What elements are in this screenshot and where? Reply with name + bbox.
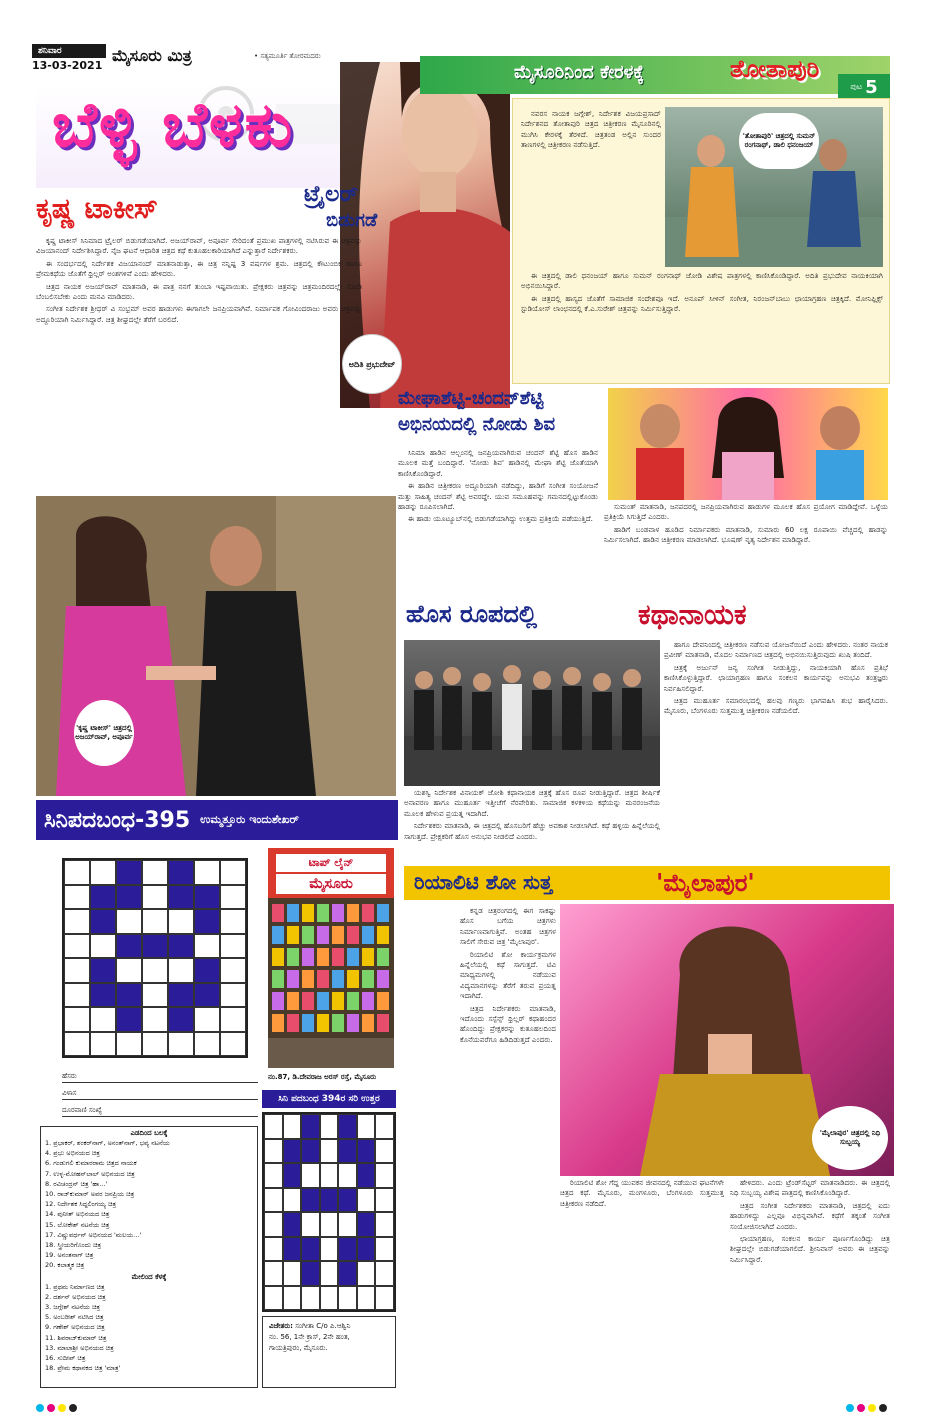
crossword-cell — [320, 1114, 339, 1139]
krishna-para-1: ಕೃಷ್ಣ ಟಾಕೀಸ್ ಸಿನಿಮಾದ ಟ್ರೈಲರ್ ಬಿಡುಗಡೆಯಾಗಿದೆ. ಅಜಯ್‌ರಾವ್, ಅಪೂರ್ವ ಸೇರಿದಂತೆ ಪ್ರಮುಖ ಪಾತ್ರಗಳಲ್ಲಿ ನಟಿಸಿರುವ ಈ ಚಿತ್ರವನ್ನು ವಿಜಯಾನಂದ್ ನಿರ್ದೇಶಿಸಿದ್ದಾರೆ. ನೈಜ ಘಟನೆ ಆಧಾರಿತ ಚಿತ್ರದ ಕಥೆ ಕುತೂಹಲಕಾರಿಯಾಗಿದೆ ಎನ್ನುತ್ತಾರೆ ನಿರ್ದೇಶಕರು. — [36, 236, 362, 256]
meghashetty-photo-figures — [608, 388, 888, 500]
crossword-black-cell — [357, 1212, 376, 1237]
crossword-cell — [283, 1286, 302, 1311]
kathanayaka-para-5: ನಿರ್ದೇಶಕರು ಮಾತನಾಡಿ, ಈ ಚಿತ್ರದಲ್ಲಿ ಹೊಸಬರಿಗೆ ಹೆಚ್ಚು ಅವಕಾಶ ನೀಡಲಾಗಿದೆ. ಕಥೆ ಹಳ್ಳಿಯ ಹಿನ್ನೆಲೆಯಲ್ಲಿ ಸಾಗುತ್ತದೆ. ಪ್ರೇಕ್ಷಕರಿಗೆ ಹೊಸ ಅನುಭವ ನೀಡಲಿದೆ ಎಂದರು. — [404, 821, 660, 841]
crossword-cell — [320, 1163, 339, 1188]
crossword-clue: 7. ಉಳ್ಳ-ಮೋಹನ್‌ಲಾಲ್ ಅಭಿನಯದ ಚಿತ್ರ — [45, 1169, 135, 1178]
day-badge: ಶನಿವಾರ — [32, 44, 106, 58]
crossword-black-cell — [168, 860, 194, 885]
tothapuri-header — [420, 56, 890, 94]
down-title: ಮೇಲಿಂದ ಕೆಳಕ್ಕೆ — [131, 1272, 167, 1281]
crossword-black-cell — [116, 885, 142, 910]
winner-address2: ಗಾಯತ್ರಿಪುರಂ, ಮೈಸೂರು. — [269, 1344, 328, 1352]
crossword-cell — [220, 983, 246, 1008]
crossword-cell — [142, 909, 168, 934]
kathanayaka-photo-group — [404, 640, 660, 786]
name-label: ಹೆಸರು — [62, 1072, 77, 1080]
meghashetty-body-right — [604, 502, 888, 596]
crossword-clue: 12. ನಿರ್ದೇಶಕ ಸಿದ್ದಲಿಂಗಯ್ಯ ಚಿತ್ರ — [45, 1200, 117, 1209]
crossword-cell — [220, 860, 246, 885]
crossword-black-cell — [357, 1163, 376, 1188]
crossword-clue: 2. ದರ್ಶನ್ ಅಭಿನಯದ ಚಿತ್ರ — [45, 1292, 106, 1301]
address-line — [62, 1083, 258, 1100]
meghashetty-para-2: ಈ ಹಾಡಿನ ಚಿತ್ರೀಕರಣ ಅದ್ದೂರಿಯಾಗಿ ನಡೆದಿದ್ದು, ಹಾಡಿಗೆ ಸಂಗೀತ ಸಂಯೋಜನೆ ಮತ್ತು ಸಾಹಿತ್ಯ ಚಂದನ್ ಶೆಟ್ಟಿ ಅವರದ್ದೇ. ಯುವ ಸಮೂಹವನ್ನು ಗಮನದಲ್ಲಿಟ್ಟುಕೊಂಡು ಹಾಡನ್ನು ರೂಪಿಸಲಾಗಿದೆ. — [398, 481, 598, 512]
krishna-title-line2: ಬಿಡುಗಡೆ — [326, 210, 378, 231]
crossword-cell — [220, 909, 246, 934]
crossword-cell — [194, 1032, 220, 1057]
winner-name: ಸಂಗೀತಾ C/o ಪಿ.ಆಶ್ವಿನಿ — [295, 1322, 351, 1330]
krishna-article-body — [36, 236, 362, 494]
mylapura-para-2: ರಿಯಾಲಿಟಿ ಶೋ ಕಾರ್ಯಕ್ರಮಗಳ ಹಿನ್ನೆಲೆಯಲ್ಲಿ ಕಥೆ ಸಾಗುತ್ತದೆ. ಟಿವಿ ಮಾಧ್ಯಮಗಳಲ್ಲಿ ನಡೆಯುವ ವಿದ್ಯಮಾನಗಳನ್ನು ತೆರೆಗೆ ತರುವ ಪ್ರಯತ್ನ ಇದಾಗಿದೆ. — [460, 949, 556, 1001]
kathanayaka-para-3: ಚಿತ್ರದ ಮುಹೂರ್ತ ಸಮಾರಂಭದಲ್ಲಿ ಹಲವು ಗಣ್ಯರು ಭಾಗವಹಿಸಿ ಶುಭ ಹಾರೈಸಿದರು. ಮೈಸೂರು, ಬೆಂಗಳೂರು ಸುತ್ತಮುತ್ತ ಚಿತ್ರೀಕರಣ ನಡೆಯಲಿದೆ. — [664, 696, 888, 716]
crossword-cell — [320, 1261, 339, 1286]
crossword-black-cell — [90, 958, 116, 983]
across-list — [45, 1138, 253, 1271]
tothapuri-box — [512, 98, 890, 384]
crossword-header — [36, 800, 398, 840]
crossword-clue: 16. ಸುದೀಪ್ ಚಿತ್ರ — [45, 1354, 86, 1363]
crossword-cell — [116, 1032, 142, 1057]
cover-photo-caption: ಅದಿತಿ ಪ್ರಭುದೇವ್ — [342, 334, 402, 394]
crossword-black-cell — [301, 1237, 320, 1262]
crossword-clue: 11. ಶಿವರಾಜ್‌ಕುಮಾರ್ ಚಿತ್ರ — [45, 1333, 107, 1342]
meghashetty-body-left — [398, 448, 598, 596]
shop-ad-address: ನಂ.87, ಡಿ.ದೇವರಾಜ ಅರಸ್ ರಸ್ತೆ, ಮೈಸೂರು — [268, 1073, 377, 1081]
crossword-cell — [320, 1237, 339, 1262]
crossword-cell — [116, 958, 142, 983]
shop-ad-sign1: ಟಾಪ್ ಲೈನ್ — [276, 854, 386, 872]
crossword-cell — [194, 860, 220, 885]
crossword-cell — [64, 909, 90, 934]
crossword-cell — [64, 860, 90, 885]
crossword-clue: 4. ಪ್ರಭು ಅಭಿನಯದ ಚಿತ್ರ — [45, 1149, 100, 1158]
crossword-cell — [220, 934, 246, 959]
crossword-cell — [264, 1188, 283, 1213]
crossword-cell — [64, 1007, 90, 1032]
mylapura-para-7: ಛಾಯಾಗ್ರಹಣ, ಸಂಕಲನ ಕಾರ್ಯ ಪೂರ್ಣಗೊಂಡಿದ್ದು ಚಿತ್ರ ಶೀಘ್ರದಲ್ಲೇ ಬಿಡುಗಡೆಯಾಗಲಿದೆ. ಶ್ರೀನಿವಾಸ್ ಅವರು ಈ ಚಿತ್ರವನ್ನು ನಿರ್ಮಿಸಿದ್ದಾರೆ. — [730, 1234, 890, 1264]
crossword-black-cell — [283, 1212, 302, 1237]
registration-marks-left — [36, 1404, 77, 1412]
answer-grid — [262, 1112, 396, 1312]
crossword-clue: 8. ರವಿಚಂದ್ರನ್ ಚಿತ್ರ 'ಹಾ...' — [45, 1179, 108, 1188]
crossword-clue: 18. ಪ್ರೇಮ ಕಥಾನಕದ ಚಿತ್ರ 'ಮಾತ್ರ' — [45, 1364, 121, 1373]
crossword-black-cell — [301, 1114, 320, 1139]
crossword-title: ಸಿನಿಪದಬಂಧ-395 — [44, 807, 191, 833]
crossword-cell — [168, 1032, 194, 1057]
crossword-cell — [168, 958, 194, 983]
mylapura-photo-caption: 'ಮೈಲಾಪುರ' ಚಿತ್ರದಲ್ಲಿ ನಿಧಿ ಸುಬ್ಬಯ್ಯ — [812, 1106, 888, 1170]
crossword-black-cell — [142, 934, 168, 959]
crossword-cell — [338, 1163, 357, 1188]
crossword-black-cell — [116, 860, 142, 885]
paper-name: ಮೈಸೂರು ಮಿತ್ರ — [112, 46, 192, 65]
crossword-cell — [338, 1212, 357, 1237]
mylapura-para-6: ಚಿತ್ರದ ಸಂಗೀತ ನಿರ್ದೇಶಕರು ಮಾತನಾಡಿ, ಚಿತ್ರದಲ್ಲಿ ಐದು ಹಾಡುಗಳಿದ್ದು ಎಲ್ಲವೂ ವಿಭಿನ್ನವಾಗಿವೆ. ಕಥೆಗೆ ತಕ್ಕಂತೆ ಸಂಗೀತ ಸಂಯೋಜಿಸಲಾಗಿದೆ ಎಂದರು. — [730, 1200, 890, 1231]
crossword-black-cell — [168, 983, 194, 1008]
crossword-cell — [264, 1237, 283, 1262]
crossword-cell — [142, 1007, 168, 1032]
mylapura-body-left — [460, 906, 556, 1386]
crossword-clue: 13. ಮಾಲಾಶ್ರೀ ಅಭಿನಯದ ಚಿತ್ರ — [45, 1343, 114, 1352]
shop-ad — [268, 848, 394, 1068]
crossword-cell — [283, 1261, 302, 1286]
crossword-cell — [375, 1237, 394, 1262]
page-label: ಪುಟ — [850, 82, 863, 91]
crossword-cell — [64, 1032, 90, 1057]
crossword-cell — [142, 983, 168, 1008]
tothapuri-body-bottom — [521, 271, 883, 379]
crossword-cell — [264, 1163, 283, 1188]
tothapuri-para-2: ಈ ಚಿತ್ರದಲ್ಲಿ ಡಾಲಿ ಧನಂಜಯ್ ಹಾಗೂ ಸುಮನ್ ರಂಗನಾಥ್ ಜೋಡಿ ವಿಶೇಷ ಪಾತ್ರಗಳಲ್ಲಿ ಕಾಣಿಸಿಕೊಂಡಿದ್ದಾರೆ. ಅದಿತಿ ಪ್ರಭುದೇವ ನಾಯಕಿಯಾಗಿ ಅಭಿನಯಿಸಿದ್ದಾರೆ. — [521, 271, 883, 291]
crossword-black-cell — [283, 1237, 302, 1262]
crossword-cell — [357, 1188, 376, 1213]
crossword-clue: 5. ಅಂಬರೀಶ್ ನಟಿಸಿದ ಚಿತ್ರ — [45, 1313, 104, 1322]
crossword-cell — [375, 1139, 394, 1164]
meghashetty-para-4: ಸುಮಂತ್ ಮಾತನಾಡಿ, ಜನಪದರಲ್ಲಿ ಜನಪ್ರಿಯವಾಗಿರುವ ಹಾಡುಗಳ ಮೂಲಕ ಹೊಸ ಪ್ರಯೋಗ ಮಾಡಿದ್ದೇವೆ. ಒಳ್ಳೆಯ ಪ್ರತಿಕ್ರಿಯೆ ಸಿಗುತ್ತಿದೆ ಎಂದರು. — [604, 502, 888, 522]
crossword-black-cell — [338, 1237, 357, 1262]
tothapuri-title-pre: ಮೈಸೂರಿನಿಂದ ಕೇರಳಕ್ಕೆ — [514, 62, 644, 83]
crossword-cell — [264, 1286, 283, 1311]
crossword-black-cell — [194, 885, 220, 910]
page-number: 5 — [865, 76, 878, 98]
mylapura-para-3: ಚಿತ್ರದ ನಿರ್ದೇಶಕರು ಮಾತನಾಡಿ, ಇದೊಂದು ಸಸ್ಪೆನ್ಸ್ ಥ್ರಿಲ್ಲರ್ ಕಥಾಹಂದರ ಹೊಂದಿದ್ದು ಪ್ರೇಕ್ಷಕರನ್ನು ಕುತೂಹಲದಿಂದ ಕೊನೆಯವರೆಗೂ ಹಿಡಿದಿಡುತ್ತದೆ ಎಂದರು. — [460, 1003, 556, 1044]
crossword-cell — [142, 860, 168, 885]
crossword-author: ಉಮ್ಮತ್ತೂರು ಇಂದುಶೇಖರ್ — [200, 813, 299, 826]
crossword-cell — [90, 1007, 116, 1032]
crossword-black-cell — [194, 909, 220, 934]
kathanayaka-title-pre: ಹೊಸ ರೂಪದಲ್ಲಿ — [406, 600, 538, 628]
crossword-cell — [301, 1286, 320, 1311]
crossword-cell — [220, 1007, 246, 1032]
winner-box — [262, 1316, 396, 1388]
crossword-cell — [375, 1261, 394, 1286]
crossword-cell — [142, 958, 168, 983]
crossword-clue: 10. ರಾಜ್‌ಕುಮಾರ್ ಅವರ ಜನಪ್ರಿಯ ಚಿತ್ರ — [45, 1190, 135, 1199]
crossword-cell — [375, 1163, 394, 1188]
winner-label: ವಿಜೇತರು: — [269, 1322, 293, 1330]
shop-front-image — [268, 898, 394, 1068]
meghashetty-title-line1: ಮೇಘಾಶೆಟ್ಟಿ-ಚಂದನ್‌ಶೆಟ್ಟಿ — [398, 388, 544, 409]
crossword-black-cell — [168, 885, 194, 910]
phone-line — [62, 1100, 258, 1117]
krishna-title-line1: ಟ್ರೈಲರ್ — [304, 182, 359, 207]
crossword-cell — [375, 1114, 394, 1139]
crossword-black-cell — [338, 1188, 357, 1213]
crossword-cell — [64, 934, 90, 959]
winner-address1: ನಂ. 56, 1ನೇ ಕ್ರಾಸ್, 2ನೇ ಹಂತ, — [269, 1333, 350, 1341]
crossword-black-cell — [338, 1114, 357, 1139]
krishna-photo-caption: 'ಕೃಷ್ಣ ಟಾಕೀಸ್' ಚಿತ್ರದಲ್ಲಿ ಅಜಯ್‌ರಾವ್, ಅಪೂರ್ವ — [74, 700, 134, 766]
tothapuri-para-1: ನವರಸ ನಾಯಕ ಜಗ್ಗೇಶ್, ನಿರ್ದೇಶಕ ವಿಜಯಪ್ರಸಾದ್ ನಿರ್ದೇಶನದ ತೋತಾಪುರಿ ಚಿತ್ರದ ಚಿತ್ರೀಕರಣ ಮೈಸೂರಿನಲ್ಲಿ ಮುಗಿಸಿ ಕೇರಳಕ್ಕೆ ತೆರಳಿದೆ. ಚಿತ್ರತಂಡ ಅಲ್ಲಿನ ಸುಂದರ ತಾಣಗಳಲ್ಲಿ ಚಿತ್ರೀಕರಣ ನಡೆಸುತ್ತಿದೆ. — [521, 109, 661, 150]
shop-ad-sign2: ಮೈಸೂರು — [276, 874, 386, 894]
mylapura-para-1: ಕನ್ನಡ ಚಿತ್ರರಂಗದಲ್ಲಿ ಈಗ ಸಾಕಷ್ಟು ಹೊಸ ಬಗೆಯ ಚಿತ್ರಗಳು ನಿರ್ಮಾಣವಾಗುತ್ತಿವೆ. ಅಂತಹ ಚಿತ್ರಗಳ ಸಾಲಿಗೆ ಸೇರುವ ಚಿತ್ರ 'ಮೈಲಾಪುರ'. — [460, 906, 556, 947]
mylapura-body-right — [730, 1178, 890, 1386]
mylapura-title-pre: ರಿಯಾಲಿಟಿ ಶೋ ಸುತ್ತ — [414, 870, 553, 894]
crossword-clue: 1. ಪ್ರಭಾಕರ್, ಶಂಕರ್‌ನಾಗ್, ಅನಂತ್‌ನಾಗ್, ಭವ್ಯ ನಟನೆಯ — [45, 1139, 170, 1147]
crossword-cell — [283, 1188, 302, 1213]
across-title: ಎಡದಿಂದ ಬಲಕ್ಕೆ — [130, 1129, 168, 1137]
kathanayaka-para-2: ಚಿತ್ರಕ್ಕೆ ಅರ್ಜುನ್ ಜನ್ಯ ಸಂಗೀತ ನೀಡುತ್ತಿದ್ದು, ನಾಯಕಿಯಾಗಿ ಹೊಸ ಪ್ರತಿಭೆ ಕಾಣಿಸಿಕೊಳ್ಳುತ್ತಿದ್ದಾರೆ. ಛಾಯಾಗ್ರಹಣ ಹಾಗೂ ಸಂಕಲನ ಕಾರ್ಯವನ್ನು ಅನುಭವಿ ತಂತ್ರಜ್ಞರು ನಿರ್ವಹಿಸಲಿದ್ದಾರೆ. — [664, 662, 888, 693]
krishna-title-main: ಕೃಷ್ಣ ಟಾಕೀಸ್ — [36, 192, 158, 225]
crossword-clue: 3. ಜಗ್ಗೇಶ್ ನಟನೆಯ ಚಿತ್ರ — [45, 1303, 101, 1312]
crossword-black-cell — [116, 983, 142, 1008]
crossword-cell — [338, 1286, 357, 1311]
crossword-black-cell — [357, 1237, 376, 1262]
kathanayaka-para-1: ಹಾಗೂ ದೇವನಿಂದಲ್ಲಿ ಚಿತ್ರೀಕರಣ ನಡೆಸುವ ಯೋಜನೆಯಿದೆ ಎಂದು ಹೇಳಿದರು. ನಂತರ ನಾಯಕ ಪ್ರವೀಣ್ ಮಾತನಾಡಿ, ಮೊದಲ ನಿರ್ಮಾಣದ ಚಿತ್ರದಲ್ಲಿ ಅಭಿನಯಿಸುತ್ತಿರುವುದು ಖುಷಿ ತಂದಿದೆ. — [664, 640, 888, 660]
crossword-black-cell — [338, 1139, 357, 1164]
crossword-black-cell — [338, 1261, 357, 1286]
entry-form — [62, 1066, 258, 1124]
tothapuri-title-main: ತೋತಾಪುರಿ — [730, 54, 820, 83]
tothapuri-para-3: ಈ ಚಿತ್ರದಲ್ಲಿ ಹಾಸ್ಯದ ಜೊತೆಗೆ ಸಾಮಾಜಿಕ ಸಂದೇಶವೂ ಇದೆ. ಅನೂಪ್ ಸೀಳಿನ್ ಸಂಗೀತ, ನಿರಂಜನ್‌ಬಾಬು ಛಾಯಾಗ್ರಹಣ ಚಿತ್ರಕ್ಕಿದೆ. ಮೋನಿಫ್ಲಿಕ್ಸ್ ಸ್ಟುಡಿಯೋಸ್ ಲಾಂಛನದಲ್ಲಿ ಕೆ.ಎ.ಸುರೇಶ್ ಚಿತ್ರವನ್ನು ನಿರ್ಮಿಸುತ್ತಿದ್ದಾರೆ. — [521, 293, 883, 314]
crossword-cell — [220, 958, 246, 983]
paper-tagline: • ಸತ್ಯಮೂರ್ತಿ ತೋರಮದರು — [254, 52, 321, 60]
crossword-clue: 18. ಸ್ತ್ರೀಯರಿಗೊಂದು ಚಿತ್ರ — [45, 1241, 102, 1250]
krishna-title — [36, 182, 452, 234]
crossword-clue: 20. ಕಲಾತ್ಮಕ ಚಿತ್ರ — [45, 1261, 85, 1270]
crossword-clue: 14. ಪುನೀತ್ ಅಭಿನಯದ ಚಿತ್ರ — [45, 1210, 110, 1219]
meghashetty-para-5: ಹಾಡಿಗೆ ಬಂಡವಾಳ ಹೂಡಿದ ನಿರ್ಮಾಪಕರು ಮಾತನಾಡಿ, ಸುಮಾರು 60 ಲಕ್ಷ ರೂಪಾಯಿ ವೆಚ್ಚದಲ್ಲಿ ಹಾಡನ್ನು ನಿರ್ಮಿಸಲಾಗಿದೆ. ಹಾಡಿನ ಚಿತ್ರೀಕರಣ ಮಾಡಲಾಗಿದೆ. ಭೂಷಣ್ ನೃತ್ಯ ನಿರ್ದೇಶನ ಮಾಡಿದ್ದಾರೆ. — [604, 524, 888, 545]
address-label: ವಿಳಾಸ — [62, 1089, 77, 1097]
crossword-black-cell — [301, 1261, 320, 1286]
crossword-cell — [64, 885, 90, 910]
registration-marks-right — [846, 1404, 887, 1412]
crossword-black-cell — [168, 934, 194, 959]
crossword-cell — [90, 934, 116, 959]
crossword-black-cell — [301, 1188, 320, 1213]
kathanayaka-body-bottom — [404, 788, 660, 860]
crossword-cell — [283, 1114, 302, 1139]
crossword-cell — [357, 1114, 376, 1139]
crossword-cell — [375, 1286, 394, 1311]
crossword-cell — [220, 1032, 246, 1057]
crossword-black-cell — [301, 1139, 320, 1164]
section-title-text: ಬೆಳ್ಳಿ ಬೆಳಕು — [52, 88, 295, 161]
crossword-clue: 1. ಪ್ರಥಮ ನಿರ್ಮಾಣದ ಚಿತ್ರ — [45, 1282, 105, 1291]
meghashetty-title-line2: ಅಭಿನಯದಲ್ಲಿ ನೋಡು ಶಿವ — [398, 414, 556, 435]
crossword-black-cell — [168, 1007, 194, 1032]
mylapura-body-mid — [560, 1178, 724, 1386]
crossword-cell — [264, 1212, 283, 1237]
name-line — [62, 1066, 258, 1083]
crossword-cell — [320, 1139, 339, 1164]
crossword-cell — [357, 1286, 376, 1311]
crossword-clue: 17. ವಿಷ್ಣುವರ್ಧನ್ ಅಭಿನಯದ 'ಮಲಯ...' — [45, 1230, 142, 1239]
crossword-cell — [116, 909, 142, 934]
crossword-cell — [357, 1261, 376, 1286]
tothapuri-photo-caption: 'ತೋತಾಪುರಿ' ಚಿತ್ರದಲ್ಲಿ ಸುಮನ್ ರಂಗನಾಥ್, ಡಾಲಿ ಧನಂಜಯ್ — [739, 113, 819, 169]
crossword-cell — [264, 1139, 283, 1164]
meghashetty-para-1: ಸಿನಿಮಾ ಹಾಡಿನ ಆಲ್ಬಂನಲ್ಲಿ ಜನಪ್ರಿಯವಾಗಿರುವ ಚಂದನ್ ಶೆಟ್ಟಿ ಹೊಸ ಹಾಡಿನ ಮೂಲಕ ಮತ್ತೆ ಬಂದಿದ್ದಾರೆ. 'ನೋಡು ಶಿವ' ಹಾಡಿನಲ್ಲಿ ಮೇಘಾ ಶೆಟ್ಟಿ ಜೊತೆಯಾಗಿ ಕಾಣಿಸಿಕೊಂಡಿದ್ದಾರೆ. — [398, 448, 598, 478]
crossword-black-cell — [283, 1163, 302, 1188]
page-number-badge — [838, 74, 890, 100]
mylapura-header — [404, 866, 890, 900]
crossword-clue: 9. ಗಣೇಶ್ ಅಭಿನಯದ ಚಿತ್ರ — [45, 1323, 105, 1332]
crossword-cell — [194, 1007, 220, 1032]
kathanayaka-header — [398, 598, 888, 638]
date-label: 13-03-2021 — [32, 59, 103, 72]
down-list — [45, 1282, 253, 1374]
kathanayaka-body-right — [664, 640, 888, 860]
krishna-para-4: ಸಂಗೀತ ನಿರ್ದೇಶಕ ಶ್ರೀಧರ್ ವಿ ಸಂಭ್ರಮ್ ಅವರ ಹಾಡುಗಳು ಈಗಾಗಲೇ ಜನಪ್ರಿಯವಾಗಿವೆ. ನಿರ್ಮಾಪಕ ಗೋವಿಂದರಾಜು ಅವರು ಚಿತ್ರವನ್ನು ಅದ್ದೂರಿಯಾಗಿ ನಿರ್ಮಿಸಿದ್ದಾರೆ. ಚಿತ್ರ ಶೀಘ್ರದಲ್ಲೇ ತೆರೆಗೆ ಬರಲಿದೆ. — [36, 304, 362, 324]
crossword-cell — [301, 1163, 320, 1188]
crossword-black-cell — [194, 983, 220, 1008]
meghashetty-para-3: ಈ ಹಾಡು ಯೂಟ್ಯೂಬ್‌ನಲ್ಲಿ ಬಿಡುಗಡೆಯಾಗಿದ್ದು ಉತ್ತಮ ಪ್ರತಿಕ್ರಿಯೆ ಪಡೆಯುತ್ತಿದೆ. — [408, 514, 593, 524]
crossword-black-cell — [90, 983, 116, 1008]
crossword-black-cell — [90, 885, 116, 910]
mylapura-para-5: ಹೇಳಿದರು. ಎಂದು ಟ್ರೆಂಡ್‌ಸೆಟ್ಟರ್ ಮಾತನಾಡಿದರು. ಈ ಚಿತ್ರದಲ್ಲಿ ನಿಧಿ ಸುಬ್ಬಯ್ಯ ವಿಶೇಷ ಪಾತ್ರದಲ್ಲಿ ಕಾಣಿಸಿಕೊಂಡಿದ್ದಾರೆ. — [730, 1178, 890, 1198]
crossword-black-cell — [283, 1139, 302, 1164]
mylapura-para-4: ರಿಯಾಲಿಟಿ ಶೋ ಗೆದ್ದ ಯುವಕನ ಜೀವನದಲ್ಲಿ ನಡೆಯುವ ಘಟನೆಗಳೇ ಚಿತ್ರದ ಕಥೆ. ಮೈಸೂರು, ಮಂಗಳೂರು, ಬೆಂಗಳೂರು ಸುತ್ತಮುತ್ತ ಚಿತ್ರೀಕರಣ ನಡೆದಿದೆ. — [560, 1178, 724, 1208]
meghashetty-photo — [608, 388, 888, 500]
crossword-cell — [320, 1286, 339, 1311]
crossword-cell — [220, 885, 246, 910]
crossword-cell — [142, 1032, 168, 1057]
kathanayaka-para-4: ಯಶಸ್ವಿ ನಿರ್ದೇಶಕ ವಿನಾಯಕ್ ಜೋಶಿ ಕಥಾನಾಯಕ ಚಿತ್ರಕ್ಕೆ ಹೊಸ ರೂಪ ನೀಡುತ್ತಿದ್ದಾರೆ. ಚಿತ್ರದ ಶೀರ್ಷಿಕೆ ಅನಾವರಣ ಹಾಗೂ ಮುಹೂರ್ತ ಇತ್ತೀಚೆಗೆ ನೆರವೇರಿತು. ಸಾಮಾಜಿಕ ಕಳಕಳಿಯ ಕಥೆಯನ್ನು ಮನರಂಜನೆಯ ಮೂಲಕ ಹೇಳುವ ಪ್ರಯತ್ನ ಇದಾಗಿದೆ. — [404, 788, 660, 818]
krishna-para-2: ಈ ಸಂದರ್ಭದಲ್ಲಿ ನಿರ್ದೇಶಕ ವಿಜಯಾನಂದ್ ಮಾತನಾಡುತ್ತಾ, ಈ ಚಿತ್ರ ನನ್ನಿಷ್ಟ 3 ವರ್ಷಗಳ ಶ್ರಮ. ಚಿತ್ರದಲ್ಲಿ ಕೌಟುಂಬಿಕ ಹಾಗೂ ಪ್ರೇಮಕಥೆಯ ಜೊತೆಗೆ ಥ್ರಿಲ್ಲರ್ ಅಂಶಗಳಿವೆ ಎಂದು ಹೇಳಿದರು. — [36, 258, 362, 279]
kathanayaka-title-main: ಕಥಾನಾಯಕ — [638, 598, 747, 631]
crossword-black-cell — [194, 958, 220, 983]
crossword-clue: 6. ಗಂಡುಗಲಿ ಕುಮಾರರಾಮ ಚಿತ್ರದ ನಾಯಕ — [45, 1159, 137, 1168]
crossword-cell — [64, 958, 90, 983]
crossword-cell — [142, 885, 168, 910]
crossword-black-cell — [116, 934, 142, 959]
crossword-cell — [301, 1212, 320, 1237]
answer-header: ಸಿನಿ ಪದಬಂಧ 394ರ ಸರಿ ಉತ್ತರ — [262, 1090, 396, 1108]
phone-label: ದೂರವಾಣಿ ಸಂಖ್ಯೆ — [62, 1106, 102, 1114]
crossword-black-cell — [357, 1139, 376, 1164]
crossword-clues — [40, 1126, 258, 1388]
crossword-cell — [194, 934, 220, 959]
crossword-cell — [90, 1032, 116, 1057]
crossword-clue: 15. ಲೋಕೇಶ್ ನಟನೆಯ ಚಿತ್ರ — [45, 1220, 110, 1229]
crossword-cell — [264, 1114, 283, 1139]
crossword-cell — [375, 1212, 394, 1237]
crossword-cell — [320, 1212, 339, 1237]
crossword-cell — [264, 1261, 283, 1286]
crossword-black-cell — [90, 909, 116, 934]
crossword-black-cell — [116, 1007, 142, 1032]
mylapura-title-main: 'ಮೈಲಾಪುರ' — [656, 868, 755, 897]
tothapuri-body-top — [521, 109, 661, 265]
krishna-para-3: ಚಿತ್ರದ ನಾಯಕ ಅಜಯ್‌ರಾವ್ ಮಾತನಾಡಿ, ಈ ಪಾತ್ರ ನನಗೆ ತುಂಬಾ ಇಷ್ಟವಾಯಿತು. ಪ್ರೇಕ್ಷಕರು ಚಿತ್ರವನ್ನು ಚಿತ್ರಮಂದಿರದಲ್ಲೇ ನೋಡಿ ಬೆಂಬಲಿಸಬೇಕು ಎಂದು ಮನವಿ ಮಾಡಿದರು. — [36, 281, 362, 302]
crossword-cell — [375, 1188, 394, 1213]
crossword-cell — [90, 860, 116, 885]
kathanayaka-photo — [404, 640, 660, 786]
crossword-cell — [64, 983, 90, 1008]
crossword-clue: 19. ಅನಂತನಾಗ್ ಚಿತ್ರ — [45, 1251, 94, 1260]
crossword-black-cell — [320, 1188, 339, 1213]
crossword-cell — [168, 909, 194, 934]
crossword-grid — [62, 858, 248, 1058]
